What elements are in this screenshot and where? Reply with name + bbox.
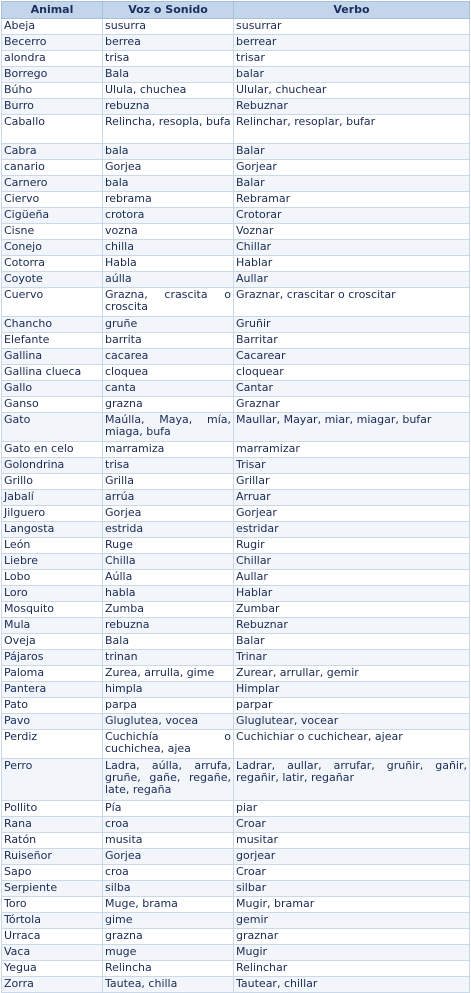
- table-row: [2, 538, 470, 554]
- verb-cell: estridar: [234, 522, 470, 538]
- animal-cell: Rana: [2, 817, 103, 833]
- sound-cell: Maúlla, Maya, mía, miaga, bufa: [103, 413, 234, 442]
- sound-cell: trisa: [103, 51, 234, 67]
- animal-cell: Gato: [2, 413, 103, 442]
- verb-cell: Chillar: [234, 554, 470, 570]
- header-voz-o-sonido: Voz o Sonido: [103, 2, 234, 19]
- verb-cell: Cuchichiar o cuchichear, ajear: [234, 730, 470, 759]
- table-row: [2, 99, 470, 115]
- animal-cell: Langosta: [2, 522, 103, 538]
- sound-cell: estrida: [103, 522, 234, 538]
- verb-cell: Maullar, Mayar, miar, miagar, bufar: [234, 413, 470, 442]
- table-row: [2, 67, 470, 83]
- sound-cell: trinan: [103, 650, 234, 666]
- verb-cell: Relinchar: [234, 961, 470, 977]
- animal-cell: Cotorra: [2, 256, 103, 272]
- verb-cell: Zumbar: [234, 602, 470, 618]
- animal-cell: Búho: [2, 83, 103, 99]
- sound-cell: gruñe: [103, 317, 234, 333]
- sound-cell: himpla: [103, 682, 234, 698]
- sound-cell: susurra: [103, 19, 234, 35]
- verb-cell: parpar: [234, 698, 470, 714]
- sound-cell: Bala: [103, 67, 234, 83]
- animal-cell: Lobo: [2, 570, 103, 586]
- table-row: [2, 881, 470, 897]
- table-row: [2, 506, 470, 522]
- table-row: [2, 945, 470, 961]
- animal-cell: Golondrina: [2, 458, 103, 474]
- animal-cell: Serpiente: [2, 881, 103, 897]
- sound-cell: canta: [103, 381, 234, 397]
- animal-cell: Gallina: [2, 349, 103, 365]
- table-row: [2, 682, 470, 698]
- animal-cell: Cabra: [2, 144, 103, 160]
- verb-cell: Mugir: [234, 945, 470, 961]
- animal-cell: Ruiseñor: [2, 849, 103, 865]
- animal-cell: Cisne: [2, 224, 103, 240]
- table-row: [2, 913, 470, 929]
- table-row: [2, 224, 470, 240]
- verb-cell: graznar: [234, 929, 470, 945]
- table-row: [2, 849, 470, 865]
- table-row: [2, 51, 470, 67]
- sound-cell: Gorjea: [103, 849, 234, 865]
- animal-cell: Cigüeña: [2, 208, 103, 224]
- table-row: [2, 759, 470, 801]
- verb-cell: Tautear, chillar: [234, 977, 470, 993]
- verb-cell: Rebramar: [234, 192, 470, 208]
- sound-cell: marramiza: [103, 442, 234, 458]
- header-animal: Animal: [2, 2, 103, 19]
- sound-cell: aúlla: [103, 272, 234, 288]
- verb-cell: trisar: [234, 51, 470, 67]
- table-row: [2, 666, 470, 682]
- animal-cell: Vaca: [2, 945, 103, 961]
- table-row: [2, 176, 470, 192]
- table-row: [2, 634, 470, 650]
- sound-cell: Muge, brama: [103, 897, 234, 913]
- table-row: [2, 474, 470, 490]
- verb-cell: Aullar: [234, 272, 470, 288]
- sound-cell: Cuchichía o cuchichea, ajea: [103, 730, 234, 759]
- sound-cell: musita: [103, 833, 234, 849]
- animal-cell: Oveja: [2, 634, 103, 650]
- table-row: [2, 961, 470, 977]
- sound-cell: habla: [103, 586, 234, 602]
- animal-cell: Jilguero: [2, 506, 103, 522]
- table-body: [2, 19, 470, 993]
- table-row: [2, 618, 470, 634]
- sound-cell: trisa: [103, 458, 234, 474]
- verb-cell: Relinchar, resoplar, bufar: [234, 115, 470, 144]
- verb-cell: Balar: [234, 634, 470, 650]
- animal-cell: canario: [2, 160, 103, 176]
- header-verbo: Verbo: [234, 2, 470, 19]
- verb-cell: susurrar: [234, 19, 470, 35]
- sound-cell: silba: [103, 881, 234, 897]
- verb-cell: Cacarear: [234, 349, 470, 365]
- sound-cell: Relincha: [103, 961, 234, 977]
- verb-cell: Gruñir: [234, 317, 470, 333]
- table-row: [2, 650, 470, 666]
- verb-cell: Hablar: [234, 256, 470, 272]
- verb-cell: Ulular, chuchear: [234, 83, 470, 99]
- table-row: [2, 833, 470, 849]
- table-row: [2, 381, 470, 397]
- verb-cell: Rebuznar: [234, 618, 470, 634]
- animal-cell: Ganso: [2, 397, 103, 413]
- verb-cell: gemir: [234, 913, 470, 929]
- animal-cell: Gallo: [2, 381, 103, 397]
- table-row: [2, 272, 470, 288]
- verb-cell: musitar: [234, 833, 470, 849]
- verb-cell: gorjear: [234, 849, 470, 865]
- verb-cell: Graznar, crascitar o croscitar: [234, 288, 470, 317]
- animal-cell: Becerro: [2, 35, 103, 51]
- animal-cell: Caballo: [2, 115, 103, 144]
- animal-cell: Sapo: [2, 865, 103, 881]
- animal-cell: Ratón: [2, 833, 103, 849]
- animal-cell: Paloma: [2, 666, 103, 682]
- verb-cell: Grillar: [234, 474, 470, 490]
- verb-cell: Mugir, bramar: [234, 897, 470, 913]
- animal-cell: Perro: [2, 759, 103, 801]
- animal-cell: Mula: [2, 618, 103, 634]
- animal-cell: Pato: [2, 698, 103, 714]
- animal-cell: Coyote: [2, 272, 103, 288]
- sound-cell: Gluglutea, vocea: [103, 714, 234, 730]
- animal-cell: Ciervo: [2, 192, 103, 208]
- verb-cell: Hablar: [234, 586, 470, 602]
- table-row: [2, 144, 470, 160]
- table-row: [2, 602, 470, 618]
- sound-cell: vozna: [103, 224, 234, 240]
- sound-cell: Ladra, aúlla, arrufa, gruñe, gañe, regañe, late, regaña: [103, 759, 234, 801]
- table-row: [2, 442, 470, 458]
- table-row: [2, 586, 470, 602]
- sound-cell: Bala: [103, 634, 234, 650]
- sound-cell: bala: [103, 144, 234, 160]
- sound-cell: crotora: [103, 208, 234, 224]
- table-row: [2, 365, 470, 381]
- sound-cell: cloquea: [103, 365, 234, 381]
- table-row: [2, 977, 470, 993]
- sound-cell: Pía: [103, 801, 234, 817]
- verb-cell: Rebuznar: [234, 99, 470, 115]
- animal-cell: Cuervo: [2, 288, 103, 317]
- animal-cell: Chancho: [2, 317, 103, 333]
- sound-cell: Chilla: [103, 554, 234, 570]
- sound-cell: barrita: [103, 333, 234, 349]
- table-row: [2, 160, 470, 176]
- sound-cell: Aúlla: [103, 570, 234, 586]
- verb-cell: Gorjear: [234, 160, 470, 176]
- animal-cell: alondra: [2, 51, 103, 67]
- animal-cell: Gallina clueca: [2, 365, 103, 381]
- sound-cell: Zumba: [103, 602, 234, 618]
- table-row: [2, 929, 470, 945]
- animal-cell: Mosquito: [2, 602, 103, 618]
- verb-cell: Balar: [234, 144, 470, 160]
- verb-cell: Barritar: [234, 333, 470, 349]
- animal-cell: Yegua: [2, 961, 103, 977]
- animal-cell: Pájaros: [2, 650, 103, 666]
- table-row: [2, 730, 470, 759]
- sound-cell: arrúa: [103, 490, 234, 506]
- table-row: [2, 554, 470, 570]
- verb-cell: Voznar: [234, 224, 470, 240]
- verb-cell: Crotorar: [234, 208, 470, 224]
- verb-cell: balar: [234, 67, 470, 83]
- verb-cell: Croar: [234, 865, 470, 881]
- sound-cell: muge: [103, 945, 234, 961]
- sound-cell: rebuzna: [103, 618, 234, 634]
- table-row: [2, 801, 470, 817]
- verb-cell: berrear: [234, 35, 470, 51]
- table-row: [2, 35, 470, 51]
- sound-cell: Ruge: [103, 538, 234, 554]
- verb-cell: Himplar: [234, 682, 470, 698]
- table-row: [2, 333, 470, 349]
- verb-cell: Chillar: [234, 240, 470, 256]
- verb-cell: piar: [234, 801, 470, 817]
- verb-cell: Trisar: [234, 458, 470, 474]
- animal-cell: Pantera: [2, 682, 103, 698]
- animal-cell: Elefante: [2, 333, 103, 349]
- sound-cell: Ulula, chuchea: [103, 83, 234, 99]
- table-row: [2, 317, 470, 333]
- table-row: [2, 714, 470, 730]
- sound-cell: Relincha, resopla, bufa: [103, 115, 234, 144]
- animal-cell: Zorra: [2, 977, 103, 993]
- sound-cell: parpa: [103, 698, 234, 714]
- sound-cell: chilla: [103, 240, 234, 256]
- table-row: [2, 349, 470, 365]
- animal-cell: Liebre: [2, 554, 103, 570]
- animal-sounds-table: [1, 1, 470, 993]
- table-row: [2, 19, 470, 35]
- sound-cell: croa: [103, 865, 234, 881]
- table-row: [2, 865, 470, 881]
- verb-cell: Croar: [234, 817, 470, 833]
- sound-cell: rebrama: [103, 192, 234, 208]
- verb-cell: Gluglutear, vocear: [234, 714, 470, 730]
- table-row: [2, 458, 470, 474]
- table-row: [2, 570, 470, 586]
- table-row: [2, 490, 470, 506]
- animal-cell: Toro: [2, 897, 103, 913]
- animal-cell: Grillo: [2, 474, 103, 490]
- table-row: [2, 256, 470, 272]
- sound-cell: cacarea: [103, 349, 234, 365]
- animal-cell: Pollito: [2, 801, 103, 817]
- verb-cell: marramizar: [234, 442, 470, 458]
- table-row: [2, 897, 470, 913]
- verb-cell: cloquear: [234, 365, 470, 381]
- sound-cell: Gorjea: [103, 506, 234, 522]
- verb-cell: Arruar: [234, 490, 470, 506]
- table-row: [2, 115, 470, 144]
- verb-cell: Cantar: [234, 381, 470, 397]
- sound-cell: Zurea, arrulla, gime: [103, 666, 234, 682]
- verb-cell: silbar: [234, 881, 470, 897]
- table-row: [2, 817, 470, 833]
- verb-cell: Zurear, arrullar, gemir: [234, 666, 470, 682]
- sound-cell: Gorjea: [103, 160, 234, 176]
- table-row: [2, 83, 470, 99]
- table-row: [2, 522, 470, 538]
- animal-cell: Burro: [2, 99, 103, 115]
- animal-cell: Borrego: [2, 67, 103, 83]
- animal-cell: Gato en celo: [2, 442, 103, 458]
- table-row: [2, 192, 470, 208]
- table-row: [2, 208, 470, 224]
- verb-cell: Balar: [234, 176, 470, 192]
- table-header-row: [2, 2, 470, 19]
- animal-cell: Perdiz: [2, 730, 103, 759]
- table-row: [2, 413, 470, 442]
- sound-cell: gime: [103, 913, 234, 929]
- verb-cell: Ladrar, aullar, arrufar, gruñir, gañir, regañir, latir, regañar: [234, 759, 470, 801]
- animal-cell: Jabalí: [2, 490, 103, 506]
- animal-cell: Pavo: [2, 714, 103, 730]
- verb-cell: Rugir: [234, 538, 470, 554]
- table-row: [2, 288, 470, 317]
- table-row: [2, 240, 470, 256]
- sound-cell: rebuzna: [103, 99, 234, 115]
- sound-cell: bala: [103, 176, 234, 192]
- sound-cell: grazna: [103, 397, 234, 413]
- sound-cell: Tautea, chilla: [103, 977, 234, 993]
- sound-cell: croa: [103, 817, 234, 833]
- animal-cell: Conejo: [2, 240, 103, 256]
- verb-cell: Trinar: [234, 650, 470, 666]
- animal-cell: Carnero: [2, 176, 103, 192]
- table-row: [2, 397, 470, 413]
- animal-cell: León: [2, 538, 103, 554]
- animal-cell: Abeja: [2, 19, 103, 35]
- sound-cell: Grazna, crascita o croscita: [103, 288, 234, 317]
- animal-cell: Tórtola: [2, 913, 103, 929]
- table-row: [2, 698, 470, 714]
- animal-cell: Loro: [2, 586, 103, 602]
- sound-cell: Habla: [103, 256, 234, 272]
- sound-cell: Grilla: [103, 474, 234, 490]
- sound-cell: berrea: [103, 35, 234, 51]
- sound-cell: grazna: [103, 929, 234, 945]
- verb-cell: Gorjear: [234, 506, 470, 522]
- animal-cell: Urraca: [2, 929, 103, 945]
- verb-cell: Graznar: [234, 397, 470, 413]
- verb-cell: Aullar: [234, 570, 470, 586]
